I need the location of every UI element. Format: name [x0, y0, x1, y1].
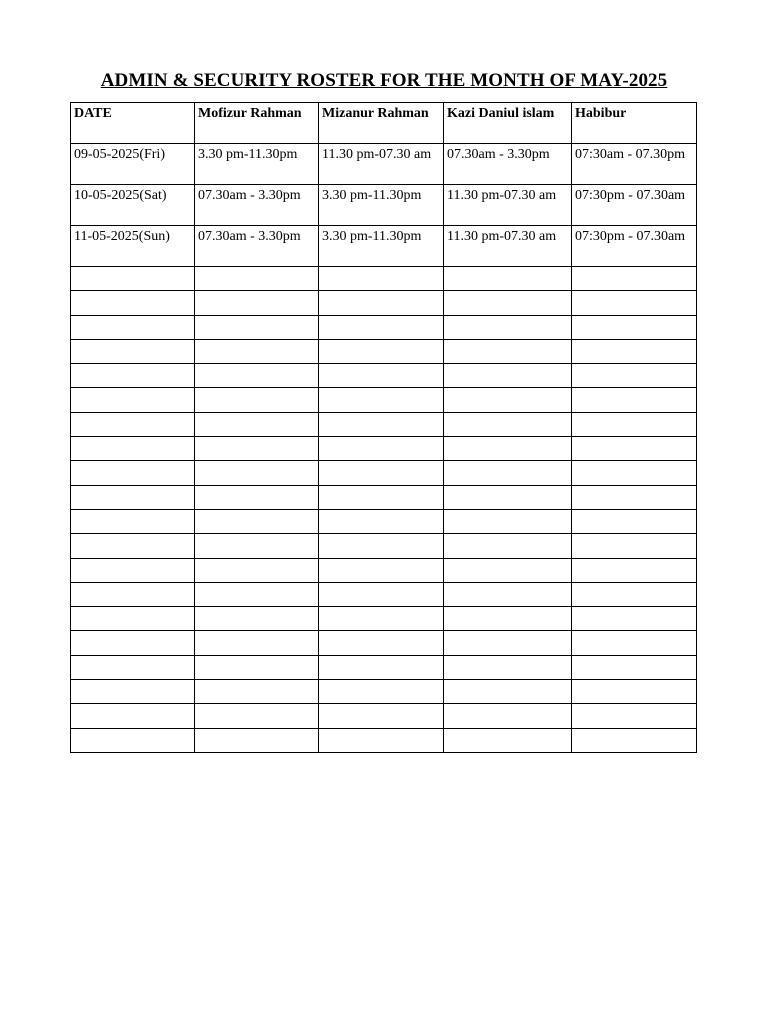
table-cell-empty	[572, 680, 697, 704]
table-cell-empty	[572, 728, 697, 752]
table-cell-empty	[195, 704, 319, 728]
table-cell-empty	[71, 728, 195, 752]
table-cell-empty	[71, 509, 195, 533]
table-cell-empty	[195, 437, 319, 461]
table-row-empty	[71, 267, 697, 291]
table-row-empty	[71, 364, 697, 388]
table-cell-empty	[71, 388, 195, 412]
table-cell-empty	[319, 291, 444, 315]
table-cell-empty	[71, 364, 195, 388]
table-cell-empty	[319, 412, 444, 436]
table-cell-empty	[71, 534, 195, 558]
table-row-empty	[71, 461, 697, 485]
table-cell-empty	[444, 582, 572, 606]
table-cell: 07:30pm - 07.30am	[572, 226, 697, 267]
table-cell-empty	[71, 680, 195, 704]
table-cell-empty	[444, 534, 572, 558]
header-cell-mizanur-rahman: Mizanur Rahman	[319, 103, 444, 144]
table-cell-empty	[195, 582, 319, 606]
table-cell-empty	[195, 534, 319, 558]
table-cell-empty	[444, 315, 572, 339]
table-cell-empty	[572, 582, 697, 606]
table-cell-empty	[319, 607, 444, 631]
table-cell: 11.30 pm-07.30 am	[444, 185, 572, 226]
table-row-empty	[71, 558, 697, 582]
table-cell-empty	[195, 509, 319, 533]
table-cell-empty	[319, 534, 444, 558]
table-cell-empty	[319, 509, 444, 533]
table-cell-empty	[195, 558, 319, 582]
table-cell: 07:30am - 07.30pm	[572, 144, 697, 185]
table-cell-empty	[319, 364, 444, 388]
table-cell-empty	[319, 339, 444, 363]
table-cell-empty	[319, 582, 444, 606]
table-cell-empty	[319, 315, 444, 339]
table-cell: 07:30pm - 07.30am	[572, 185, 697, 226]
table-cell-empty	[195, 680, 319, 704]
table-cell-empty	[444, 728, 572, 752]
table-cell-empty	[71, 291, 195, 315]
table-cell-empty	[195, 728, 319, 752]
table-cell-empty	[195, 655, 319, 679]
table-cell-empty	[71, 461, 195, 485]
table-cell-empty	[71, 558, 195, 582]
table-row	[71, 226, 697, 267]
table-row-empty	[71, 655, 697, 679]
table-cell-empty	[444, 607, 572, 631]
table-cell-empty	[71, 315, 195, 339]
table-cell-empty	[195, 461, 319, 485]
table-cell-empty	[195, 388, 319, 412]
table-cell-empty	[444, 364, 572, 388]
table-cell: 10-05-2025(Sat)	[71, 185, 195, 226]
table-cell: 3.30 pm-11.30pm	[319, 185, 444, 226]
table-cell-empty	[444, 339, 572, 363]
table-cell-empty	[319, 388, 444, 412]
table-cell-empty	[71, 267, 195, 291]
table-row-empty	[71, 704, 697, 728]
roster-table	[70, 102, 697, 753]
table-cell-empty	[319, 704, 444, 728]
table-cell-empty	[319, 558, 444, 582]
table-cell-empty	[444, 704, 572, 728]
table-cell-empty	[444, 388, 572, 412]
table-cell-empty	[195, 267, 319, 291]
table-row-empty	[71, 412, 697, 436]
table-cell-empty	[319, 485, 444, 509]
table-cell-empty	[572, 461, 697, 485]
table-cell-empty	[319, 631, 444, 655]
table-row-empty	[71, 728, 697, 752]
table-cell-empty	[572, 388, 697, 412]
table-cell-empty	[71, 655, 195, 679]
table-cell-empty	[572, 534, 697, 558]
table-cell-empty	[71, 631, 195, 655]
table-row-empty	[71, 291, 697, 315]
table-cell-empty	[572, 315, 697, 339]
table-cell-empty	[572, 631, 697, 655]
table-cell-empty	[444, 412, 572, 436]
table-cell: 07.30am - 3.30pm	[195, 226, 319, 267]
table-cell: 11.30 pm-07.30 am	[444, 226, 572, 267]
table-cell-empty	[195, 339, 319, 363]
table-cell: 3.30 pm-11.30pm	[195, 144, 319, 185]
table-cell-empty	[319, 461, 444, 485]
table-header-row	[71, 103, 697, 144]
table-cell-empty	[572, 267, 697, 291]
header-cell-mofizur-rahman: Mofizur Rahman	[195, 103, 319, 144]
table-row-empty	[71, 485, 697, 509]
table-cell-empty	[319, 728, 444, 752]
table-cell-empty	[572, 291, 697, 315]
table-cell-empty	[572, 655, 697, 679]
table-row-empty	[71, 437, 697, 461]
table-cell-empty	[444, 509, 572, 533]
table-cell-empty	[71, 437, 195, 461]
table-cell-empty	[572, 485, 697, 509]
table-row-empty	[71, 607, 697, 631]
table-cell-empty	[195, 485, 319, 509]
table-cell: 11-05-2025(Sun)	[71, 226, 195, 267]
table-cell-empty	[444, 631, 572, 655]
table-row-empty	[71, 315, 697, 339]
table-cell-empty	[444, 267, 572, 291]
table-cell-empty	[319, 655, 444, 679]
table-cell-empty	[319, 680, 444, 704]
table-cell: 07.30am - 3.30pm	[195, 185, 319, 226]
table-cell: 09-05-2025(Fri)	[71, 144, 195, 185]
table-cell-empty	[444, 291, 572, 315]
table-cell-empty	[195, 291, 319, 315]
table-row	[71, 185, 697, 226]
table-row-empty	[71, 509, 697, 533]
table-row-empty	[71, 582, 697, 606]
table-cell-empty	[444, 437, 572, 461]
table-cell-empty	[444, 655, 572, 679]
table-cell: 11.30 pm-07.30 am	[319, 144, 444, 185]
table-cell-empty	[71, 339, 195, 363]
table-row-empty	[71, 339, 697, 363]
table-cell-empty	[71, 412, 195, 436]
table-cell-empty	[195, 364, 319, 388]
table-cell-empty	[572, 412, 697, 436]
table-row-empty	[71, 631, 697, 655]
table-cell-empty	[195, 607, 319, 631]
table-cell-empty	[444, 461, 572, 485]
table-cell-empty	[444, 558, 572, 582]
table-cell-empty	[572, 509, 697, 533]
table-cell-empty	[195, 412, 319, 436]
table-cell: 3.30 pm-11.30pm	[319, 226, 444, 267]
table-cell-empty	[71, 704, 195, 728]
table-row	[71, 144, 697, 185]
table-cell-empty	[572, 437, 697, 461]
table-cell-empty	[71, 485, 195, 509]
table-cell-empty	[444, 485, 572, 509]
page-title: ADMIN & SECURITY ROSTER FOR THE MONTH OF MAY-2025	[100, 70, 668, 91]
table-cell-empty	[572, 607, 697, 631]
header-cell-date: DATE	[71, 103, 195, 144]
table-row-empty	[71, 534, 697, 558]
table-cell-empty	[319, 437, 444, 461]
table-cell-empty	[71, 607, 195, 631]
table-row-empty	[71, 680, 697, 704]
table-cell: 07.30am - 3.30pm	[444, 144, 572, 185]
header-cell-kazi-daniul-islam: Kazi Daniul islam	[444, 103, 572, 144]
table-cell-empty	[572, 339, 697, 363]
table-cell-empty	[572, 704, 697, 728]
header-cell-habibur: Habibur	[572, 103, 697, 144]
table-cell-empty	[195, 315, 319, 339]
table-cell-empty	[319, 267, 444, 291]
table-cell-empty	[195, 631, 319, 655]
table-cell-empty	[572, 364, 697, 388]
table-cell-empty	[444, 680, 572, 704]
table-cell-empty	[71, 582, 195, 606]
table-row-empty	[71, 388, 697, 412]
table-cell-empty	[572, 558, 697, 582]
